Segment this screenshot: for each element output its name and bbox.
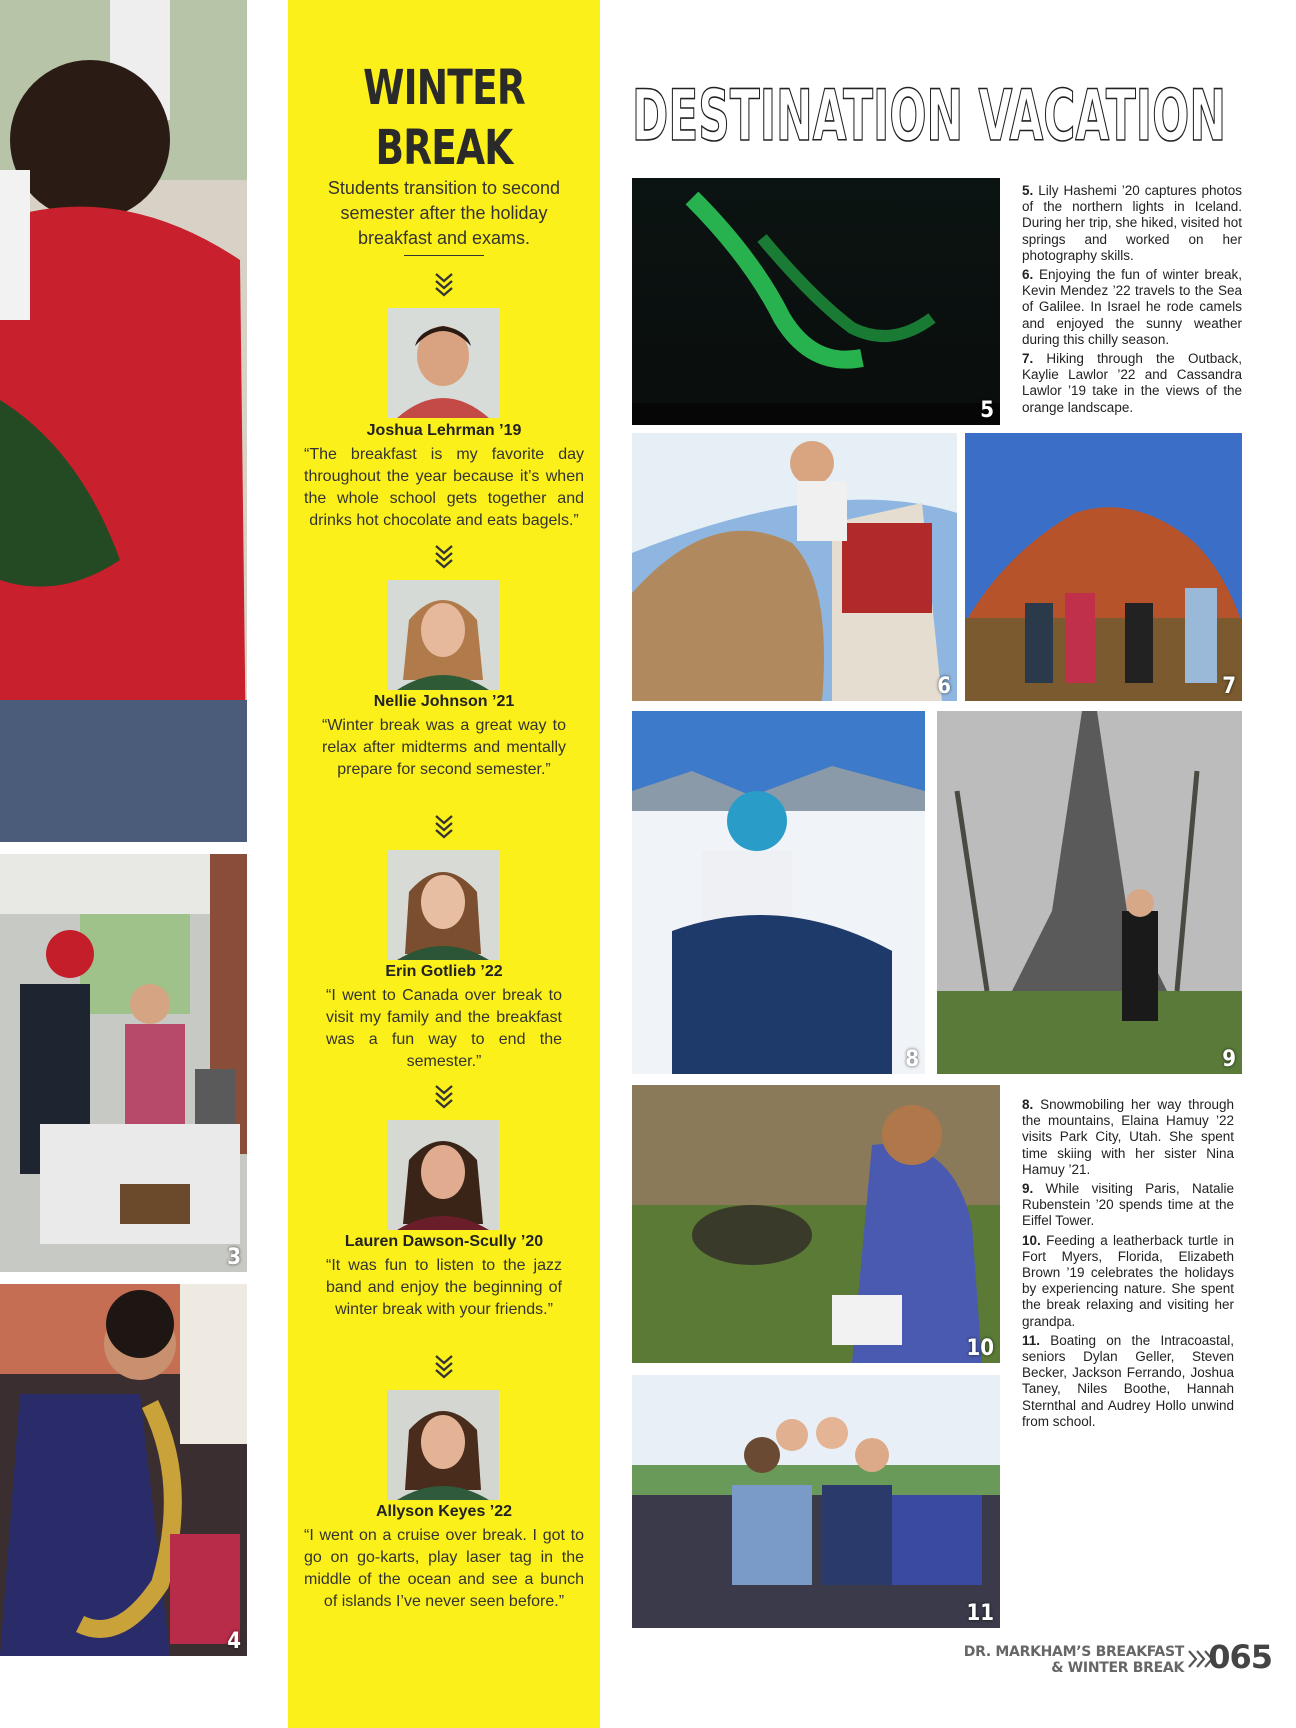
photo-8: [632, 711, 925, 1074]
chevron-down-icon: [430, 1082, 458, 1112]
caption-7: 7. Hiking through the Outback, Kaylie Lawlor ’22 and Cassandra Lawlor ’19 take in the views of the orange landscape.: [1022, 351, 1242, 415]
chevron-down-icon: [430, 542, 458, 572]
quote-text: “I went to Canada over break to visit my family and the breakfast was a fun way to end the semester.”: [326, 987, 562, 1070]
caption-6: 6. Enjoying the fun of winter break, Kevin Mendez ’22 travels to the Sea of Galilee. In Israel he rode camels and enjoyed the sunny weather during this chilly season.: [1022, 267, 1242, 347]
page-footer: [872, 1638, 1272, 1688]
subtitle-divider: [404, 255, 484, 256]
caption-8: 8. Snowmobiling her way through the mountains, Elaina Hamuy ’22 visits Park City, Utah. She spent time skiing with her sister Nina Hamuy ’21.: [1022, 1097, 1234, 1177]
photo-7: [965, 433, 1242, 701]
quote-name: Allyson Keyes ’22: [375, 1503, 513, 1520]
destination-title-text: DESTINATION VACATION: [632, 75, 1226, 152]
winter-break-title-line2: BREAK: [375, 120, 513, 176]
chevron-down-icon: [430, 812, 458, 842]
camel-ride-illustration: [632, 433, 957, 701]
outback-hike-illustration: [965, 433, 1242, 701]
winter-break-column: [288, 0, 600, 1728]
quote-text: “Winter break was a great way to relax after midterms and mentally prepare for second semester.”: [322, 717, 566, 778]
quote-name: Joshua Lehrman ’19: [366, 422, 522, 439]
photo-5: [632, 178, 1000, 425]
photo-number: 8: [905, 1047, 919, 1072]
boating-group-illustration: [632, 1375, 1000, 1628]
captions-top: [1022, 183, 1242, 419]
northern-lights-illustration: [632, 178, 1000, 425]
portrait-erin: [387, 850, 499, 960]
quote-text: “I went on a cruise over break. I got to go on go-karts, play laser tag in the middle of the ocean and see a bunch of islands I’ve never seen before.”: [304, 1527, 584, 1610]
captions-bottom: [1022, 1097, 1234, 1433]
footer-section-line1: DR. MARKHAM’S BREAKFAST: [963, 1644, 1184, 1660]
portrait-lauren: [387, 1120, 499, 1230]
caption-5: 5. Lily Hashemi ’20 captures photos of the northern lights in Iceland. During her trip, she hiked, visited hot springs and worked on her photography skills.: [1022, 183, 1242, 263]
quote-name: Erin Gotlieb ’22: [385, 963, 503, 980]
portrait-nellie: [387, 580, 499, 690]
chevron-down-icon: [430, 1352, 458, 1382]
footer-section-line2: & WINTER BREAK: [1051, 1660, 1184, 1676]
caption-11: 11. Boating on the Intracoastal, seniors Dylan Geller, Steven Becker, Jackson Ferrando, Joshua Taney, Niles Boothe, Hannah Sternthal and Audrey Hollo unwind from school.: [1022, 1332, 1234, 1429]
photo-4: [0, 1284, 247, 1656]
photo-number: 11: [966, 1601, 994, 1626]
photo-6: [632, 433, 957, 701]
portrait-allyson: [387, 1390, 499, 1500]
saxophone-player-illustration: [0, 1284, 247, 1656]
quote-name: Lauren Dawson-Scully ’20: [344, 1233, 544, 1250]
winter-break-subtitle: Students transition to second semester after the holiday breakfast and exams.: [327, 178, 561, 248]
photo-number: 4: [227, 1629, 241, 1654]
photo-number: 10: [966, 1336, 994, 1361]
photo-3: [0, 854, 247, 1272]
breakfast-table-illustration: [0, 854, 247, 1272]
portrait-joshua: [387, 308, 499, 418]
photo-number: 6: [937, 674, 951, 699]
page-number: 065: [1208, 1638, 1272, 1676]
photo-11: [632, 1375, 1000, 1628]
photo-number: 3: [227, 1245, 241, 1270]
winter-break-title-line1: WINTER: [363, 60, 525, 116]
photo-10: [632, 1085, 1000, 1363]
snowmobile-illustration: [632, 711, 925, 1074]
chevron-down-icon: [430, 270, 458, 300]
red-sweater-illustration: [0, 0, 247, 842]
quote-text: “It was fun to listen to the jazz band and enjoy the beginning of winter break with your friends.”: [326, 1257, 562, 1318]
photo-number: 7: [1222, 674, 1236, 699]
eiffel-tower-illustration: [937, 711, 1242, 1074]
caption-9: 9. While visiting Paris, Natalie Rubenstein ’20 spends time at the Eiffel Tower.: [1022, 1181, 1234, 1229]
quote-name: Nellie Johnson ’21: [373, 693, 515, 710]
destination-vacation-title: [632, 72, 1232, 152]
caption-10: 10. Feeding a leatherback turtle in Fort Myers, Florida, Elizabeth Brown ’19 celebrates the holidays by experiencing nature. She spent the break relaxing and visiting her grandpa.: [1022, 1232, 1234, 1329]
photo-9: [937, 711, 1242, 1074]
quote-text: “The breakfast is my favorite day throughout the year because it’s when the whole school gets together and drinks hot chocolate and eats bagels.”: [304, 446, 584, 529]
photo-red-sweater: [0, 0, 247, 842]
photo-number: 9: [1222, 1047, 1236, 1072]
turtle-feeding-illustration: [632, 1085, 1000, 1363]
photo-number: 5: [980, 398, 994, 423]
